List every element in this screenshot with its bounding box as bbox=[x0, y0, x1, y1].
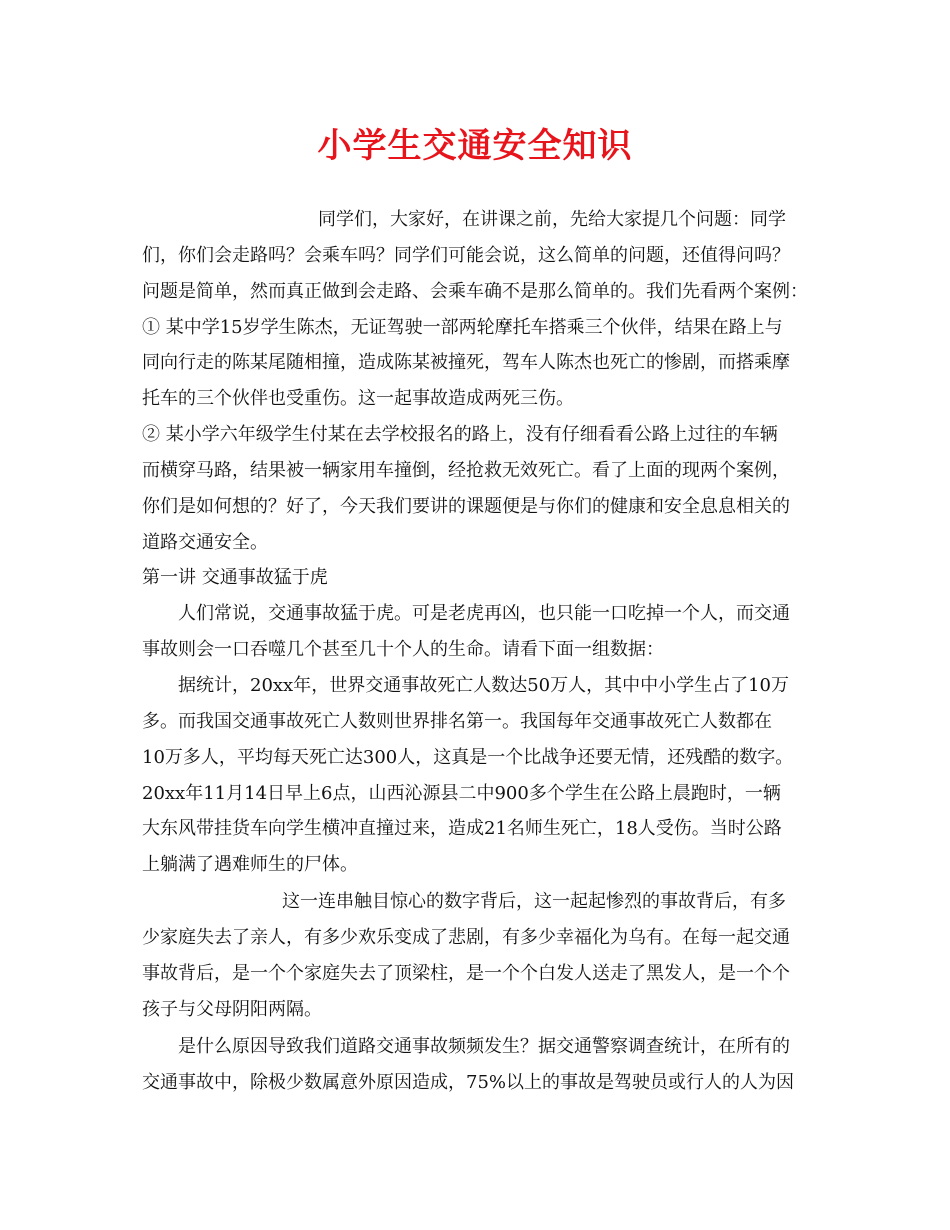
paragraph-line: 孩子与父母阴阳两隔。 bbox=[142, 999, 322, 1020]
paragraph-line: ② 某小学六年级学生付某在去学校报名的路上，没有仔细看看公路上过往的车辆 bbox=[142, 424, 778, 445]
paragraph-line: 上躺满了遇难师生的尸体。 bbox=[142, 854, 358, 875]
paragraph-line: 这一连串触目惊心的数字背后，这一起起惨烈的事故背后，有多 bbox=[282, 891, 786, 912]
paragraph-line: 大东风带挂货车向学生横冲直撞过来，造成21名师生死亡，18人受伤。当时公路 bbox=[142, 818, 782, 839]
paragraph-line: 问题是简单，然而真正做到会走路、会乘车确不是那么简单的。我们先看两个案例： bbox=[142, 281, 808, 302]
section-heading: 第一讲 交通事故猛于虎 bbox=[142, 567, 328, 588]
paragraph-line: 而横穿马路，结果被一辆家用车撞倒，经抢救无效死亡。看了上面的现两个案例， bbox=[142, 460, 790, 481]
paragraph-line: 交通事故中，除极少数属意外原因造成，75%以上的事故是驾驶员或行人的人为因 bbox=[142, 1072, 795, 1093]
paragraph-line: 道路交通安全。 bbox=[142, 532, 268, 553]
paragraph-line: 20xx年11月14日早上6点，山西沁源县二中900多个学生在公路上晨跑时，一辆 bbox=[142, 783, 781, 804]
paragraph-line: 事故背后，是一个个家庭失去了顶梁柱，是一个个白发人送走了黑发人，是一个个 bbox=[142, 963, 790, 984]
paragraph-line: 是什么原因导致我们道路交通事故频频发生？据交通警察调查统计，在所有的 bbox=[178, 1036, 790, 1057]
paragraph-line: 据统计，20xx年，世界交通事故死亡人数达50万人，其中中小学生占了10万 bbox=[178, 675, 790, 696]
paragraph-line: 少家庭失去了亲人，有多少欢乐变成了悲剧，有多少幸福化为乌有。在每一起交通 bbox=[142, 927, 790, 948]
paragraph-line: 10万多人，平均每天死亡达300人，这真是一个比战争还要无情，还残酷的数字。 bbox=[142, 747, 794, 768]
paragraph-line: 人们常说，交通事故猛于虎。可是老虎再凶，也只能一口吃掉一个人，而交通 bbox=[178, 603, 790, 624]
document-title: 小学生交通安全知识 bbox=[317, 126, 633, 166]
paragraph-line: 事故则会一口吞噬几个甚至几十个人的生命。请看下面一组数据： bbox=[142, 639, 664, 660]
paragraph-line: 你们是如何想的？好了，今天我们要讲的课题便是与你们的健康和安全息息相关的 bbox=[142, 496, 790, 517]
paragraph-line: ① 某中学15岁学生陈杰，无证驾驶一部两轮摩托车搭乘三个伙伴，结果在路上与 bbox=[142, 317, 783, 338]
paragraph-line: 同学们，大家好，在讲课之前，先给大家提几个问题：同学 bbox=[318, 209, 786, 230]
paragraph-line: 同向行走的陈某尾随相撞，造成陈某被撞死，驾车人陈杰也死亡的惨剧，而搭乘摩 bbox=[142, 352, 790, 373]
paragraph-line: 们，你们会走路吗？会乘车吗？同学们可能会说，这么简单的问题，还值得问吗？ bbox=[142, 245, 790, 266]
paragraph-line: 多。而我国交通事故死亡人数则世界排名第一。我国每年交通事故死亡人数都在 bbox=[142, 711, 772, 732]
paragraph-line: 托车的三个伙伴也受重伤。这一起事故造成两死三伤。 bbox=[142, 388, 574, 409]
